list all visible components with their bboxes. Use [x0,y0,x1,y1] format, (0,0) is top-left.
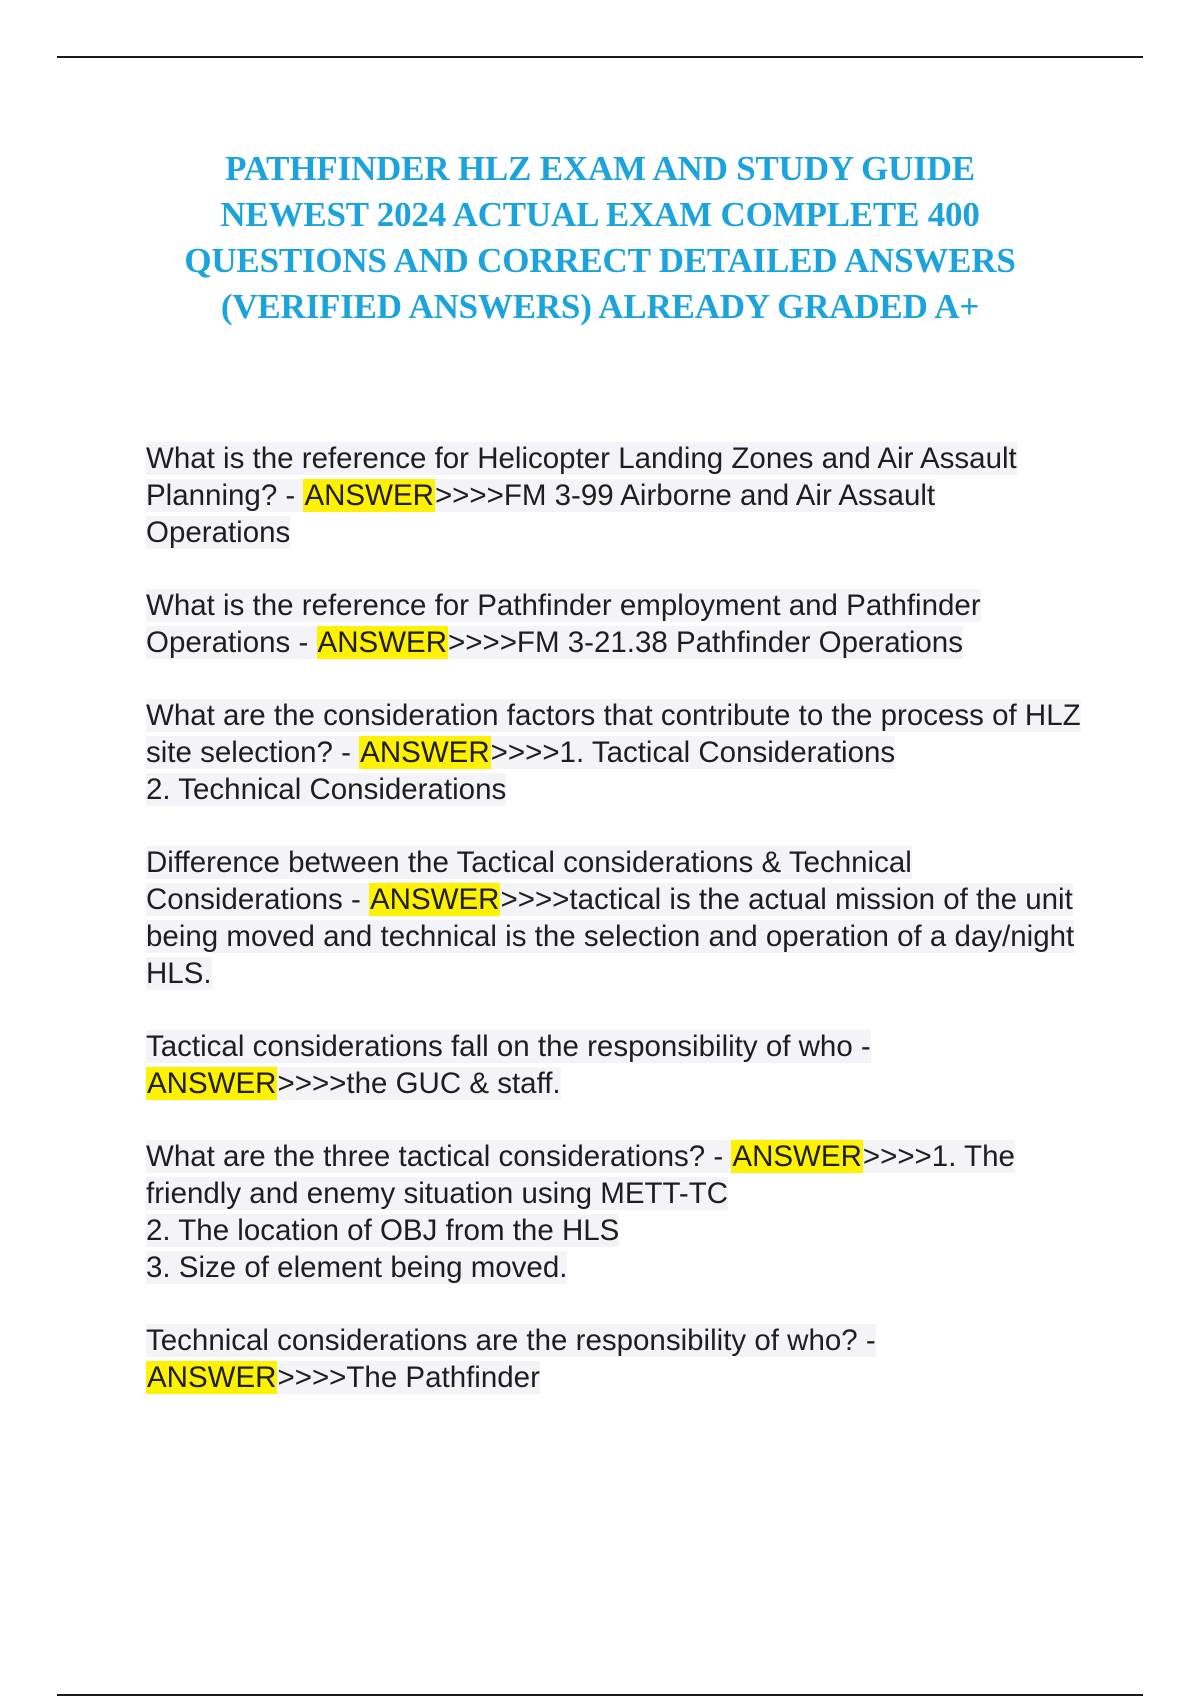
question-text: What is the reference for Helicopter Landing Zones and Air Assault Planning? - [146,442,1017,512]
answer-label: ANSWER [304,479,434,512]
title-line: PATHFINDER HLZ EXAM AND STUDY GUIDE [225,149,975,188]
question-text: Tactical considerations fall on the responsibility of who - [146,1030,871,1063]
answer-text: 2. The location of OBJ from the HLS [146,1214,620,1247]
answer-label: ANSWER [732,1140,862,1173]
qa-item [146,697,1086,808]
answer-text: >>>>1. The friendly and enemy situation using METT-TC [146,1140,1015,1210]
qa-item [146,1138,1086,1286]
answer-text: >>>>the GUC & staff. [277,1067,561,1100]
question-text: Technical considerations are the responsibility of who? - [146,1324,876,1357]
question-text: What is the reference for Pathfinder employment and Pathfinder Operations - [146,589,981,659]
top-rule [57,56,1143,58]
answer-text: >>>>FM 3-99 Airborne and Air Assault Operations [146,479,936,549]
answer-label: ANSWER [317,626,448,659]
qa-list [146,440,1086,1432]
answer-label: ANSWER [147,1361,277,1394]
document-title [120,146,1080,330]
title-line: QUESTIONS AND CORRECT DETAILED ANSWERS [184,241,1016,280]
bottom-rule [57,1694,1143,1696]
answer-text: 3. Size of element being moved. [146,1251,568,1284]
question-text: What are the three tactical considerations? - [146,1140,732,1173]
answer-label: ANSWER [370,883,500,916]
answer-text: >>>>1. Tactical Considerations [490,736,896,769]
qa-item [146,1028,1086,1102]
answer-text: >>>>tactical is the actual mission of the unit being moved and technical is the selection and operation of a day/night HLS. [146,883,1075,990]
qa-item [146,440,1086,551]
qa-item [146,1322,1086,1396]
qa-item [146,844,1086,992]
answer-text: >>>>The Pathfinder [277,1361,540,1394]
answer-text: 2. Technical Considerations [146,773,507,806]
title-line: (VERIFIED ANSWERS) ALREADY GRADED A+ [220,287,980,326]
question-text: What are the consideration factors that contribute to the process of HLZ site selection? - [146,699,1081,769]
question-text: Difference between the Tactical considerations & Technical Considerations - [146,846,912,916]
answer-label: ANSWER [147,1067,277,1100]
qa-item [146,587,1086,661]
title-line: NEWEST 2024 ACTUAL EXAM COMPLETE 400 [220,195,980,234]
answer-label: ANSWER [360,736,490,769]
answer-text: >>>>FM 3-21.38 Pathfinder Operations [448,626,963,659]
